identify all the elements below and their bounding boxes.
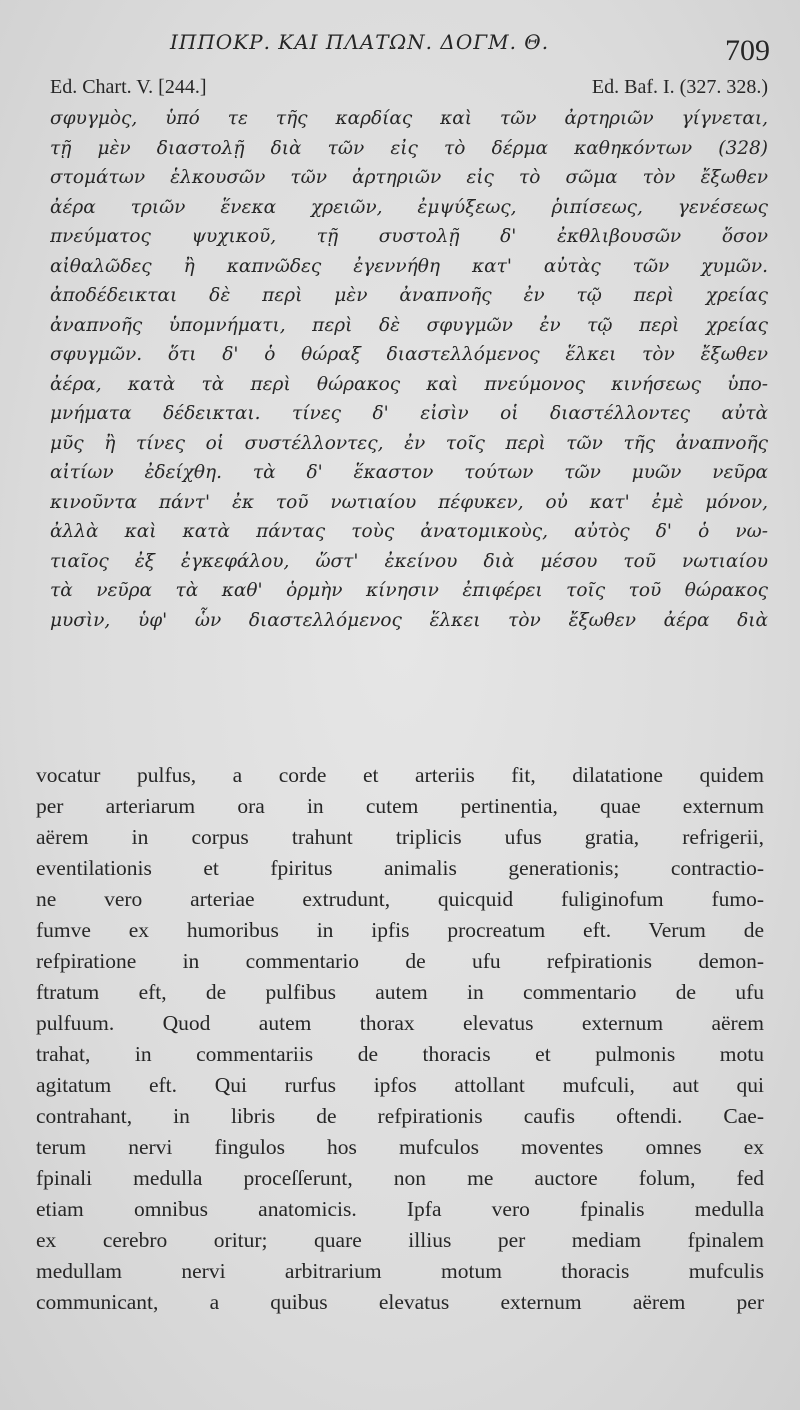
greek-text-line: αἰτίων ἐδείχθη. τὰ δ' ἕκαστον τούτων τῶν μυῶν νεῦρα: [50, 462, 768, 483]
latin-text-line: etiam omnibus anatomicis. Ipfa vero fpinalis medulla: [36, 1197, 764, 1221]
latin-text-line: communicant, a quibus elevatus externum aërem per: [36, 1290, 764, 1314]
greek-text-line: τιαῖος ἐξ ἐγκεφάλου, ὥστ' ἐκείνου διὰ μέσου τοῦ νωτιαίου: [50, 550, 768, 572]
latin-text-line: ftratum eft, de pulfibus autem in commentario de ufu: [36, 980, 764, 1004]
greek-text-line: ἀποδέδεικται δὲ περὶ μὲν ἀναπνοῆς ἐν τῷ περὶ χρείας: [50, 285, 768, 306]
greek-text-line: ἀέρα, κατὰ τὰ περὶ θώρακος καὶ πνεύμονος κινήσεως ὑπο-: [50, 373, 768, 395]
latin-text-line: fumve ex humoribus in ipfis procreatum eft. Verum de: [36, 918, 764, 942]
latin-text-line: ex cerebro oritur; quare illius per mediam fpinalem: [36, 1228, 764, 1252]
running-head: ΙΠΠΟΚΡ. ΚΑΙ ΠΛΑΤΩΝ. ΔΟΓΜ. Θ.: [170, 30, 550, 54]
greek-text-line: μνήματα δέδεικται. τίνες δ' εἰσὶν οἱ διαστέλλοντες αὐτὰ: [50, 403, 768, 424]
greek-text-line: μῦς ἢ τίνες οἱ συστέλλοντες, ἐν τοῖς περὶ τῶν τῆς ἀναπνοῆς: [50, 432, 768, 454]
latin-text-line: terum nervi fingulos hos mufculos moventes omnes ex: [36, 1135, 764, 1159]
greek-text-line: σφυγμὸς, ὑπό τε τῆς καρδίας καὶ τῶν ἀρτηριῶν γίγνεται,: [50, 108, 768, 129]
greek-text-line: σφυγμῶν. ὅτι δ' ὁ θώραξ διαστελλόμενος ἕλκει τὸν ἔξωθεν: [50, 344, 768, 365]
greek-text-line: στομάτων ἑλκουσῶν τῶν ἀρτηριῶν εἰς τὸ σῶμα τὸν ἔξωθεν: [50, 167, 768, 188]
greek-text-line: ἀναπνοῆς ὑπομνήματι, περὶ δὲ σφυγμῶν ἐν τῷ περὶ χρείας: [50, 314, 768, 336]
latin-text-line: eventilationis et fpiritus animalis generationis; contractio-: [36, 856, 764, 880]
edition-reference-right: Ed. Baf. I. (327. 328.): [591, 76, 768, 98]
greek-text-line: κινοῦντα πάντ' ἐκ τοῦ νωτιαίου πέφυκεν, οὐ κατ' ἐμὲ μόνον,: [50, 491, 768, 513]
greek-text-line: αἰθαλῶδες ἢ καπνῶδες ἐγεννήθη κατ' αὐτὰς τῶν χυμῶν.: [50, 255, 768, 277]
greek-text-line: τὰ νεῦρα τὰ καθ' ὁρμὴν κίνησιν ἐπιφέρει τοῖς τοῦ θώρακος: [50, 580, 768, 601]
latin-text-line: agitatum eft. Qui rurfus ipfos attollant mufculi, aut qui: [36, 1073, 764, 1097]
latin-text-line: aërem in corpus trahunt triplicis ufus gratia, refrigerii,: [36, 825, 764, 849]
greek-text-line: τῇ μὲν διαστολῇ διὰ τῶν εἰς τὸ δέρμα καθηκόντων (328): [50, 137, 768, 159]
latin-text-line: refpiratione in commentario de ufu refpirationis demon-: [36, 949, 764, 973]
greek-text-line: ἀλλὰ καὶ κατὰ πάντας τοὺς ἀνατομικοὺς, αὐτὸς δ' ὁ νω-: [50, 521, 768, 542]
latin-text-line: per arteriarum ora in cutem pertinentia, quae externum: [36, 794, 764, 818]
latin-text-line: contrahant, in libris de refpirationis caufis oftendi. Cae-: [36, 1104, 764, 1128]
latin-text-line: trahat, in commentariis de thoracis et pulmonis motu: [36, 1042, 764, 1066]
greek-text-block: [50, 104, 768, 635]
edition-reference-left: Ed. Chart. V. [244.]: [50, 76, 207, 98]
page-number: 709: [725, 34, 770, 67]
latin-text-line: pulfuum. Quod autem thorax elevatus externum aërem: [36, 1011, 764, 1035]
latin-text-line: ne vero arteriae extrudunt, quicquid fuliginofum fumo-: [36, 887, 764, 911]
latin-text-line: medullam nervi arbitrarium motum thoracis mufculis: [36, 1259, 764, 1283]
greek-text-line: μυσὶν, ὑφ' ὧν διαστελλόμενος ἕλκει τὸν ἔξωθεν ἀέρα διὰ: [50, 609, 768, 631]
latin-text-line: vocatur pulfus, a corde et arteriis fit, dilatatione quidem: [36, 763, 764, 787]
latin-text-line: fpinali medulla proceſſerunt, non me auctore folum, fed: [36, 1166, 764, 1190]
greek-text-line: ἀέρα τριῶν ἕνεκα χρειῶν, ἐμψύξεως, ῥιπίσεως, γενέσεως: [50, 196, 768, 218]
greek-text-line: πνεύματος ψυχικοῦ, τῇ συστολῇ δ' ἐκθλιβουσῶν ὅσον: [50, 226, 768, 247]
latin-text-block: [36, 760, 764, 1318]
